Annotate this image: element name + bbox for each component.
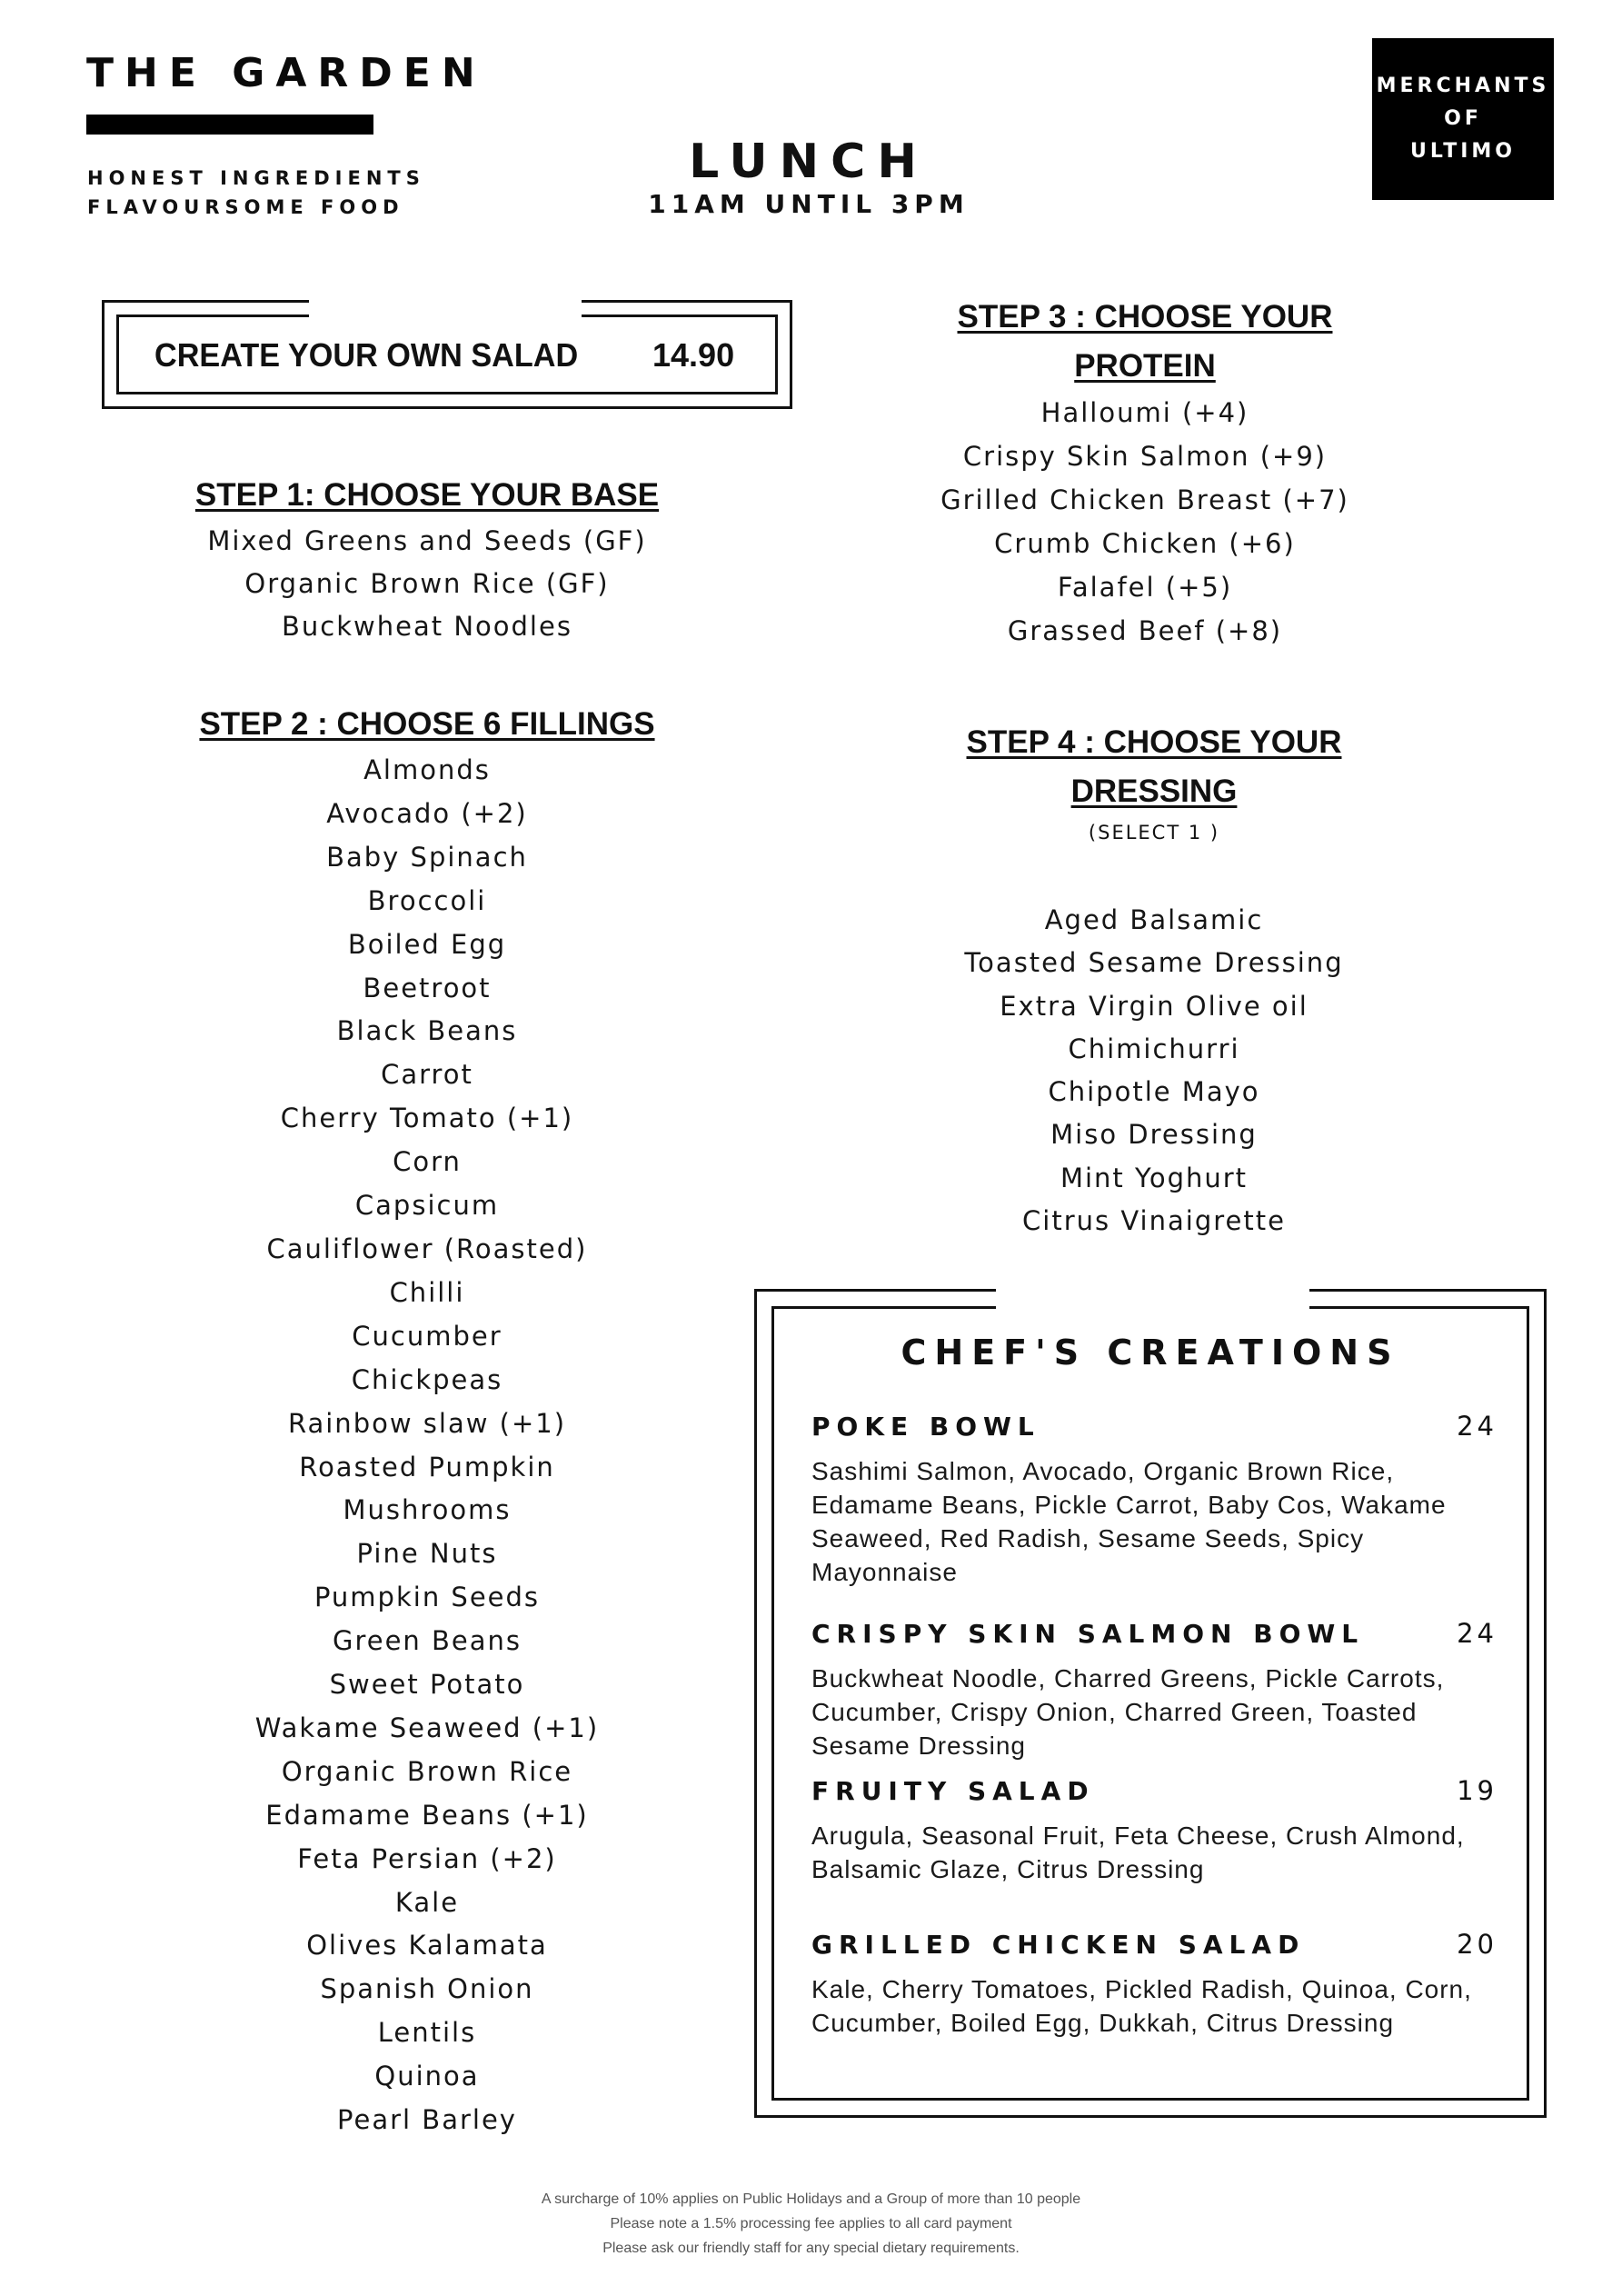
dressing-option: Mint Yoghurt: [1060, 1162, 1249, 1193]
filling-option: Chickpeas: [351, 1363, 503, 1395]
dressing-option: Toasted Sesame Dressing: [964, 947, 1344, 979]
filling-option: Pumpkin Seeds: [313, 1582, 541, 1613]
merchants-of-ultimo-logo: [1372, 38, 1554, 200]
dressing-option: Citrus Vinaigrette: [1022, 1205, 1286, 1237]
dish-description: Sashimi Salmon, Avocado, Organic Brown Rice, Edamame Beans, Pickle Carrot, Baby Cos, Wakame Seaweed, Red Radish, Sesame Seeds, Spicy Mayonnaise: [811, 1457, 1447, 1586]
filling-option: Edamame Beans (+1): [265, 1799, 589, 1831]
filling-option: Feta Persian (+2): [297, 1842, 557, 1874]
base-option: Organic Brown Rice (GF): [244, 568, 610, 599]
protein-option: Grassed Beef (+8): [1007, 615, 1283, 646]
filling-option: Cucumber: [352, 1320, 503, 1352]
filling-option: Corn: [393, 1146, 462, 1178]
logo-line-2: OF: [1444, 107, 1482, 130]
filling-option: Broccoli: [367, 884, 487, 916]
chefs-creations-title: CHEF'S CREATIONS: [901, 1333, 1400, 1373]
filling-option: Pine Nuts: [356, 1538, 498, 1570]
filling-option: Olives Kalamata: [306, 1930, 548, 1962]
dish-poke-bowl: [811, 1411, 1498, 1589]
step-4-section: [909, 718, 1399, 1243]
logo-line-1: MERCHANTS: [1376, 75, 1550, 97]
dish-name: FRUITY SALAD: [811, 1776, 1095, 1806]
step-1-section: [154, 471, 700, 648]
create-your-own-title: CREATE YOUR OWN SALAD: [154, 336, 579, 374]
dressing-option: Chimichurri: [1068, 1033, 1240, 1064]
dressing-select-note: (SELECT 1 ): [1088, 822, 1220, 844]
dish-price: 20: [1457, 1929, 1498, 1960]
dish-name: POKE BOWL: [811, 1412, 1040, 1442]
menu-title: LUNCH: [689, 135, 929, 189]
dish-price: 24: [1457, 1411, 1498, 1442]
filling-option: Cauliflower (Roasted): [266, 1233, 588, 1264]
tagline-line-1: HONEST INGREDIENTS: [87, 167, 425, 189]
filling-option: Mushrooms: [343, 1494, 512, 1526]
filling-option: Black Beans: [336, 1015, 518, 1047]
filling-option: Avocado (+2): [326, 797, 528, 829]
dish-fruity-salad: [811, 1775, 1498, 1886]
dietary-note: Please ask our friendly staff for any special dietary requirements.: [602, 2241, 1020, 2256]
filling-option: Wakame Seaweed (+1): [254, 1712, 600, 1743]
dish-description: Kale, Cherry Tomatoes, Pickled Radish, Quinoa, Corn, Cucumber, Boiled Egg, Dukkah, Citrus Dressing: [811, 1975, 1472, 2037]
step-2-heading: STEP 2 : CHOOSE 6 FILLINGS: [199, 706, 655, 742]
step-4-heading-line-1: STEP 4 : CHOOSE YOUR: [966, 724, 1342, 760]
filling-option: Capsicum: [354, 1190, 500, 1222]
filling-option: Chilli: [389, 1276, 465, 1308]
card-fee-note: Please note a 1.5% processing fee applies to all card payment: [610, 2216, 1012, 2231]
dish-crispy-skin-salmon-bowl: [811, 1618, 1498, 1762]
step-2-section: [154, 700, 700, 2142]
base-option: Buckwheat Noodles: [282, 611, 572, 642]
filling-option: Sweet Potato: [329, 1669, 525, 1701]
filling-option: Carrot: [381, 1059, 473, 1091]
filling-option: Lentils: [377, 2017, 477, 2049]
filling-option: Organic Brown Rice: [281, 1755, 573, 1787]
service-hours: 11AM UNTIL 3PM: [648, 189, 970, 219]
dish-name: CRISPY SKIN SALMON BOWL: [811, 1619, 1365, 1649]
filling-option: Cherry Tomato (+1): [280, 1103, 574, 1134]
dish-price: 19: [1457, 1775, 1498, 1806]
footer-notes: [0, 2187, 1622, 2261]
step-4-heading-line-2: DRESSING: [1070, 774, 1238, 809]
menu-heading: [636, 135, 981, 220]
dressing-option: Chipotle Mayo: [1048, 1076, 1260, 1108]
step-1-heading: STEP 1: CHOOSE YOUR BASE: [194, 477, 660, 513]
filling-option: Kale: [394, 1886, 460, 1918]
dish-grilled-chicken-salad: [811, 1929, 1498, 2040]
dish-price: 24: [1457, 1618, 1498, 1649]
filling-option: Almonds: [363, 754, 491, 785]
frame-gap: [996, 1287, 1309, 1313]
step-3-heading-line-2: PROTEIN: [1074, 348, 1216, 384]
create-your-own-price: 14.90: [652, 336, 735, 374]
dish-description: Arugula, Seasonal Fruit, Feta Cheese, Crush Almond, Balsamic Glaze, Citrus Dressing: [811, 1822, 1465, 1883]
filling-option: Beetroot: [363, 972, 492, 1003]
filling-option: Quinoa: [374, 2061, 480, 2092]
dish-name: GRILLED CHICKEN SALAD: [811, 1930, 1306, 1960]
brand-name: THE GARDEN: [86, 50, 486, 96]
filling-option: Spanish Onion: [320, 1973, 534, 2005]
protein-option: Falafel (+5): [1057, 572, 1233, 603]
filling-option: Green Beans: [332, 1625, 522, 1657]
brand-underline-bar: [86, 115, 373, 135]
frame-gap: [309, 298, 582, 320]
filling-option: Boiled Egg: [347, 928, 507, 960]
filling-option: Roasted Pumpkin: [299, 1451, 555, 1482]
protein-option: Crispy Skin Salmon (+9): [962, 441, 1328, 472]
dressing-option: Aged Balsamic: [1044, 904, 1264, 935]
logo-line-3: ULTIMO: [1409, 140, 1517, 163]
protein-option: Crumb Chicken (+6): [994, 528, 1296, 559]
dressing-option: Extra Virgin Olive oil: [1000, 990, 1309, 1022]
tagline-line-2: FLAVOURSOME FOOD: [87, 196, 404, 218]
filling-option: Pearl Barley: [337, 2104, 517, 2136]
protein-option: Halloumi (+4): [1040, 397, 1249, 428]
protein-option: Grilled Chicken Breast (+7): [940, 484, 1349, 515]
step-3-section: [900, 293, 1390, 653]
surcharge-note: A surcharge of 10% applies on Public Holidays and a Group of more than 10 people: [541, 2191, 1081, 2207]
base-option: Mixed Greens and Seeds (GF): [207, 525, 647, 556]
filling-option: Baby Spinach: [326, 841, 528, 873]
dish-description: Buckwheat Noodle, Charred Greens, Pickle Carrots, Cucumber, Crispy Onion, Charred Green, Toasted Sesame Dressing: [811, 1664, 1445, 1760]
step-3-heading-line-1: STEP 3 : CHOOSE YOUR: [957, 299, 1333, 334]
dressing-option: Miso Dressing: [1050, 1119, 1258, 1151]
filling-option: Rainbow slaw (+1): [287, 1407, 567, 1439]
